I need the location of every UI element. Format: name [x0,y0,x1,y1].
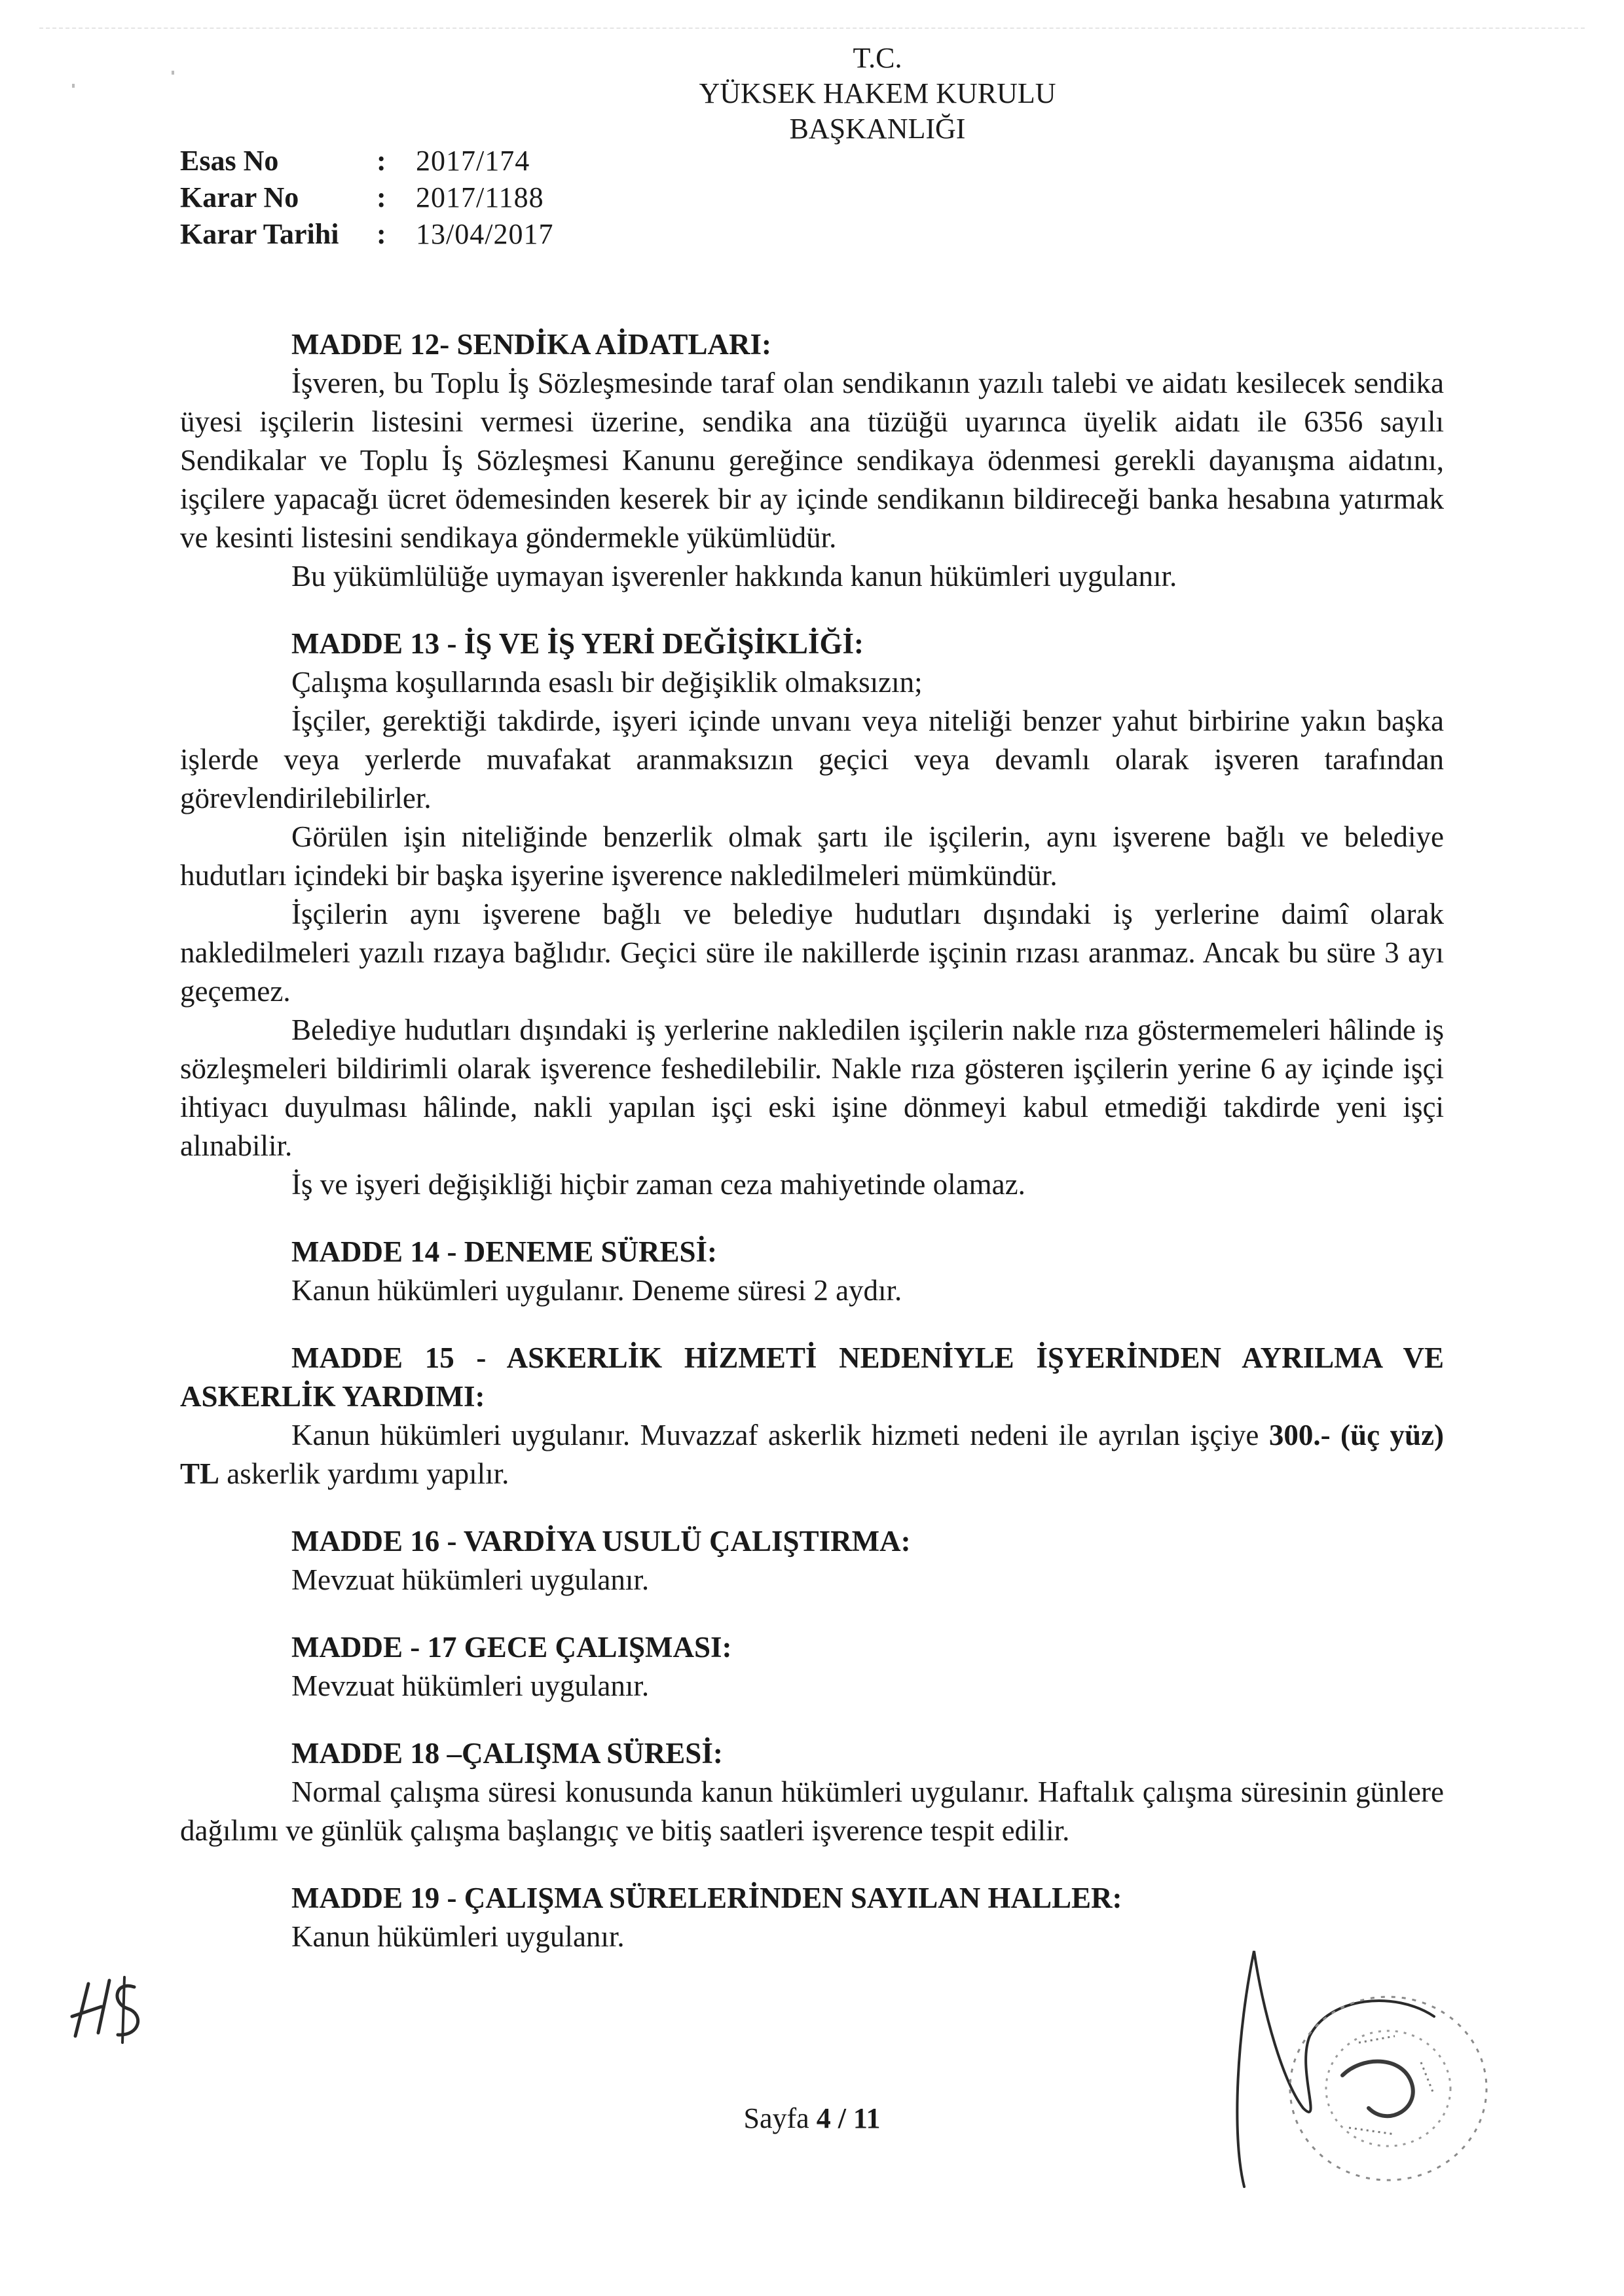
article-paragraph: Belediye hudutları dışındaki iş yerlerine nakledilen işçilerin nakle rıza göstermemeleri hâlinde iş sözleşmeleri bildirimli olarak işverence feshedilebilir. Nakle rıza gösteren işçilerin yerine 6 ay içinde işçi ihtiyacı duyulması hâlinde, nakli yapılan işçi eski işine dönmeyi kabul etmediği takdirde yeni işçi alınabilir. [180,1013,1444,1162]
esas-no-value: 2017/174 [416,145,530,177]
article-heading: MADDE 12- SENDİKA AİDATLARI: [291,328,771,361]
military-aid-amount: 300.- (üç yüz) TL [180,1419,1444,1490]
scan-edge-line [39,27,1585,29]
institution-header [583,41,1172,147]
article-paragraph: Kanun hükümleri uygulanır. Deneme süresi 2 aydır. [291,1274,902,1307]
article-paragraph: İşçiler, gerektiği takdirde, işyeri içinde unvanı veya niteliği benzer yahut birbirine yakın başka işlerde veya yerlerde muvafakat aranmaksızın geçici veya devamlı olarak işveren tarafından görevlendirilebilirler. [180,704,1444,814]
scan-speck [172,71,174,75]
article-heading: MADDE 14 - DENEME SÜRESİ: [291,1235,718,1268]
article-paragraph: Çalışma koşullarında esaslı bir değişiklik olmaksızın; [291,666,923,699]
paragraph-text: askerlik yardımı yapılır. [219,1457,509,1490]
header-tc: T.C. [853,42,902,74]
colon: : [377,218,386,250]
document-body [180,325,1444,1985]
case-info-row [180,143,553,179]
page-number: 4 / 11 [816,2102,881,2134]
article-paragraph: İş ve işyeri değişikliği hiçbir zaman ceza mahiyetinde olamaz. [291,1168,1025,1201]
article-17 [180,1628,1444,1705]
article-paragraph: Normal çalışma süresi konusunda kanun hükümleri uygulanır. Haftalık çalışma süresinin günlere dağılımı ve günlük çalışma başlangıç ve bitiş saatleri işverence tespit edilir. [180,1776,1444,1847]
article-paragraph: İşçilerin aynı işverene bağlı ve belediye hudutları dışındaki iş yerlerine daimî olarak nakledilmeleri yazılı rızaya bağlıdır. Geçici süre ile nakillerde işçinin rızası aranmaz. Ancak bu süre 3 ayı geçemez. [180,898,1444,1008]
article-paragraph: İşveren, bu Toplu İş Sözleşmesinde taraf olan sendikanın yazılı talebi ve aidatı kesilecek sendika üyesi işçilerin listesini vermesi üzerine, sendika ana tüzüğü uyarınca üyelik aidatı ile 6356 sayılı Sendikalar ve Toplu İş Sözleşmesi Kanunu gereğince sendikaya ödenmesi gerekli dayanışma aidatını, işçilere yapacağı ücret ödemesinden keserek bir ay içinde sendikanın bildireceği banka hesabına yatırmak ve kesinti listesini sendikaya göndermekle yükümlüdür. [180,367,1444,554]
article-paragraph: Kanun hükümleri uygulanır. [291,1920,625,1953]
article-heading: MADDE 13 - İŞ VE İŞ YERİ DEĞİŞİKLİĞİ: [291,627,864,660]
case-info [180,143,553,253]
article-15 [180,1339,1444,1493]
scan-speck [72,84,75,88]
colon: : [377,145,386,177]
case-info-row [180,179,553,216]
page-label: Sayfa [743,2102,817,2134]
article-13 [180,625,1444,1204]
article-paragraph: Görülen işin niteliğinde benzerlik olmak şartı ile işçilerin, aynı işverene bağlı ve belediye hudutları içindeki bir başka işyerine işverence nakledilmeleri mümkündür. [180,820,1444,892]
article-paragraph [180,1416,1444,1493]
header-institution: YÜKSEK HAKEM KURULU [699,77,1056,109]
karar-no-label: Karar No [180,181,299,213]
article-heading: MADDE - 17 GECE ÇALIŞMASI: [291,1631,732,1664]
karar-tarihi-value: 13/04/2017 [416,218,554,250]
article-paragraph: Mevzuat hükümleri uygulanır. [291,1669,650,1702]
karar-no-value: 2017/1188 [416,181,544,213]
page-footer [0,2102,1624,2135]
handwritten-initials [62,1971,154,2049]
article-paragraph: Mevzuat hükümleri uygulanır. [291,1563,650,1596]
article-18 [180,1734,1444,1850]
article-14 [180,1233,1444,1310]
header-presidency: BAŞKANLIĞI [789,113,966,145]
case-info-row [180,216,553,253]
karar-tarihi-label: Karar Tarihi [180,218,339,250]
paragraph-text: Kanun hükümleri uygulanır. Muvazzaf askerlik hizmeti nedeni ile ayrılan işçiye [291,1419,1269,1451]
article-12 [180,325,1444,596]
colon: : [377,181,386,213]
article-heading: MADDE 15 - ASKERLİK HİZMETİ NEDENİYLE İŞYERİNDEN AYRILMA VE ASKERLİK YARDIMI: [180,1341,1444,1413]
esas-no-label: Esas No [180,145,279,177]
article-heading: MADDE 18 –ÇALIŞMA SÜRESİ: [291,1737,723,1770]
article-paragraph: Bu yükümlülüğe uymayan işverenler hakkında kanun hükümleri uygulanır. [291,560,1177,592]
article-heading: MADDE 16 - VARDİYA USULÜ ÇALIŞTIRMA: [291,1525,911,1558]
signature-and-seal [1225,1938,1526,2200]
article-16 [180,1522,1444,1599]
article-heading: MADDE 19 - ÇALIŞMA SÜRELERİNDEN SAYILAN HALLER: [291,1882,1122,1914]
